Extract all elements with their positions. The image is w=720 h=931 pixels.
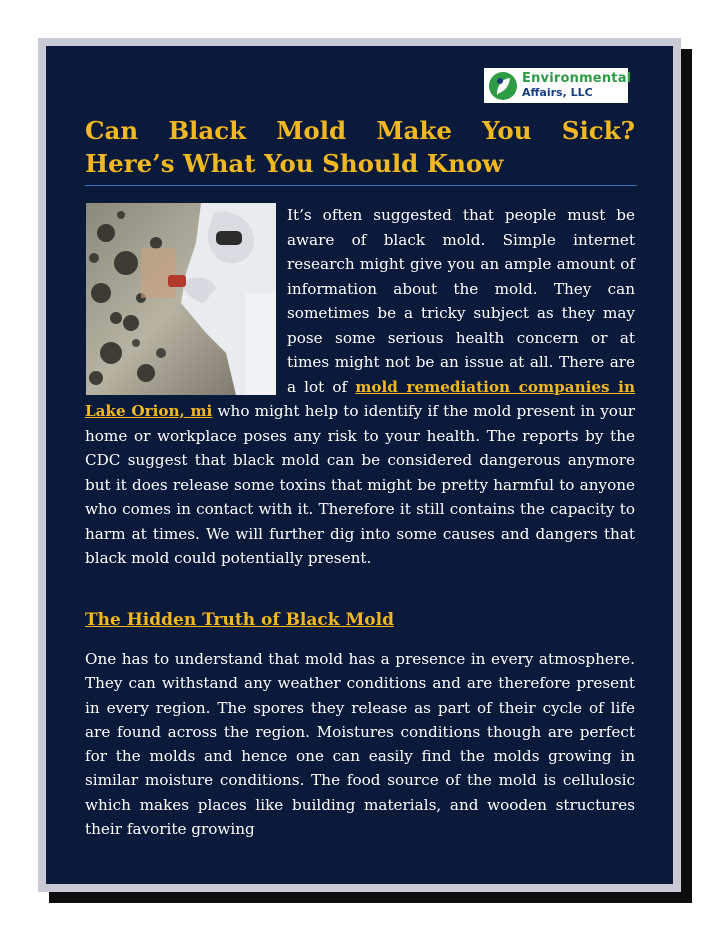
section-paragraph: One has to understand that mold has a presence in every atmosphere. They can withstand any weather conditions and are therefore present in every region. The spores they release as part of their cycle of life are found across the region. Moistures conditions though are perfect for the molds and hence one can easily find the molds growing in similar moisture conditions. The food source of the mold is cellulosic which makes places like building materials, and wooden structures their favorite growing bbox=[85, 650, 635, 839]
logo-name-line2: Affairs, LLC bbox=[522, 85, 593, 99]
title-divider bbox=[85, 185, 637, 186]
intro-text-before-link: It’s often suggested that people must be aware of black mold. Simple internet research might give you an ample amount of information about the mold. They can sometimes be a tricky subject as they may pose some serious health concern or at times might not be an issue at all. There are a lot of bbox=[287, 206, 635, 396]
photo-wrap-spacer bbox=[85, 203, 287, 399]
leaf-person-icon bbox=[488, 71, 518, 101]
company-logo bbox=[484, 68, 632, 103]
title-line-2: Here’s What You Should Know bbox=[85, 149, 504, 178]
mold-remediation-link[interactable]: mold remediation companies in Lake Orion, mi bbox=[85, 377, 635, 420]
intro-paragraph bbox=[85, 203, 635, 571]
article-title bbox=[85, 114, 635, 180]
intro-text-after-link: who might help to identify if the mold present in your home or workplace poses any risk to your health. The reports by the CDC suggest that black mold can be considered dangerous anymore but it does release some toxins that might be pretty harmful to anyone who comes in contact with it. Therefore it still contains the capacity to harm at times. We will further dig into some causes and dangers that black mold could potentially present. bbox=[85, 402, 635, 567]
title-line-1: Can Black Mold Make You Sick? bbox=[85, 116, 635, 145]
document-page bbox=[46, 46, 673, 884]
section-heading: The Hidden Truth of Black Mold bbox=[85, 610, 394, 630]
logo-name-line1: Environmental bbox=[522, 70, 632, 86]
logo-wordmark bbox=[522, 72, 631, 100]
